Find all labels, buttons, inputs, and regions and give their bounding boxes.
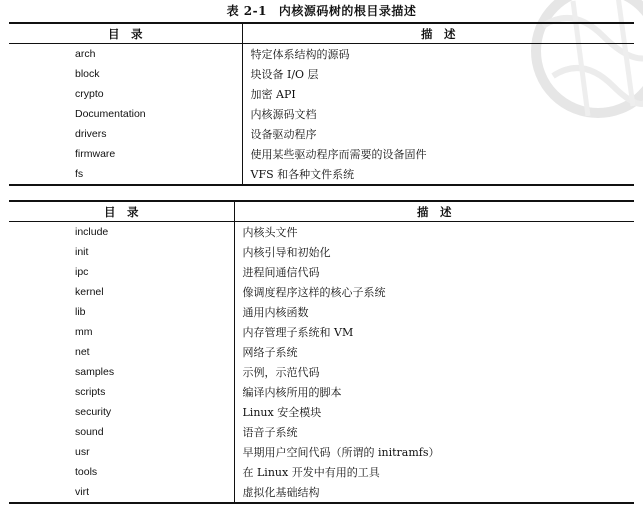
table-header-row: [9, 201, 634, 222]
directory-name: arch: [75, 48, 96, 60]
directory-description: 块设备 I/O 层: [242, 64, 634, 84]
table-caption: [0, 2, 643, 19]
table-row: [9, 144, 634, 164]
directory-description: 使用某些驱动程序而需要的设备固件: [242, 144, 634, 164]
table-row: [9, 342, 634, 362]
directory-table-1: [9, 22, 634, 186]
directory-description: 内核源码文档: [242, 104, 634, 124]
directory-description: 通用内核函数: [234, 302, 634, 322]
directory-table-2: [9, 200, 634, 504]
table-row: [9, 44, 634, 65]
header-directory: 目 录: [9, 23, 242, 44]
table-row: [9, 362, 634, 382]
directory-name: init: [75, 246, 89, 258]
directory-description: 设备驱动程序: [242, 124, 634, 144]
directory-description: 内核头文件: [234, 222, 634, 243]
directory-name: include: [75, 226, 109, 238]
table-row: [9, 422, 634, 442]
header-directory: 目 录: [9, 201, 234, 222]
directory-description: 内核引导和初始化: [234, 242, 634, 262]
table-row: [9, 302, 634, 322]
header-description: 描 述: [242, 23, 634, 44]
directory-name: samples: [75, 366, 115, 378]
directory-name: fs: [75, 168, 84, 180]
directory-name: mm: [75, 326, 93, 338]
directory-name: block: [75, 68, 100, 80]
directory-description: 编译内核所用的脚本: [234, 382, 634, 402]
directory-name: security: [75, 406, 112, 418]
directory-description: Linux 安全模块: [234, 402, 634, 422]
table-row: [9, 482, 634, 503]
directory-name: virt: [75, 486, 89, 498]
directory-name: crypto: [75, 88, 104, 100]
table-row: [9, 242, 634, 262]
table-row: [9, 84, 634, 104]
directory-description: 像调度程序这样的核心子系统: [234, 282, 634, 302]
directory-description: 特定体系结构的源码: [242, 44, 634, 65]
directory-name: ipc: [75, 266, 89, 278]
directory-name: net: [75, 346, 90, 358]
directory-description: 加密 API: [242, 84, 634, 104]
directory-description: 虚拟化基础结构: [234, 482, 634, 503]
table-row: [9, 262, 634, 282]
directory-description: 网络子系统: [234, 342, 634, 362]
table-row: [9, 64, 634, 84]
table-row: [9, 222, 634, 243]
table-row: [9, 382, 634, 402]
header-description: 描 述: [234, 201, 634, 222]
table-row: [9, 402, 634, 422]
directory-description: VFS 和各种文件系统: [242, 164, 634, 185]
directory-description: 语音子系统: [234, 422, 634, 442]
directory-description: 进程间通信代码: [234, 262, 634, 282]
directory-name: tools: [75, 466, 98, 478]
directory-description: 示例，示范代码: [234, 362, 634, 382]
table-row: [9, 282, 634, 302]
table-row: [9, 104, 634, 124]
directory-name: usr: [75, 446, 90, 458]
directory-name: drivers: [75, 128, 107, 140]
table-row: [9, 462, 634, 482]
directory-name: kernel: [75, 286, 104, 298]
directory-name: firmware: [75, 148, 116, 160]
table-row: [9, 442, 634, 462]
directory-description: 早期用户空间代码（所谓的 initramfs）: [234, 442, 634, 462]
caption-number: 表 2-1: [226, 4, 267, 18]
table-header-row: [9, 23, 634, 44]
directory-name: sound: [75, 426, 104, 438]
directory-description: 在 Linux 开发中有用的工具: [234, 462, 634, 482]
table-row: [9, 322, 634, 342]
directory-name: scripts: [75, 386, 106, 398]
directory-name: Documentation: [75, 108, 146, 120]
table-row: [9, 124, 634, 144]
directory-description: 内存管理子系统和 VM: [234, 322, 634, 342]
table-row: [9, 164, 634, 185]
caption-title: 内核源码树的根目录描述: [278, 4, 417, 18]
directory-name: lib: [75, 306, 86, 318]
